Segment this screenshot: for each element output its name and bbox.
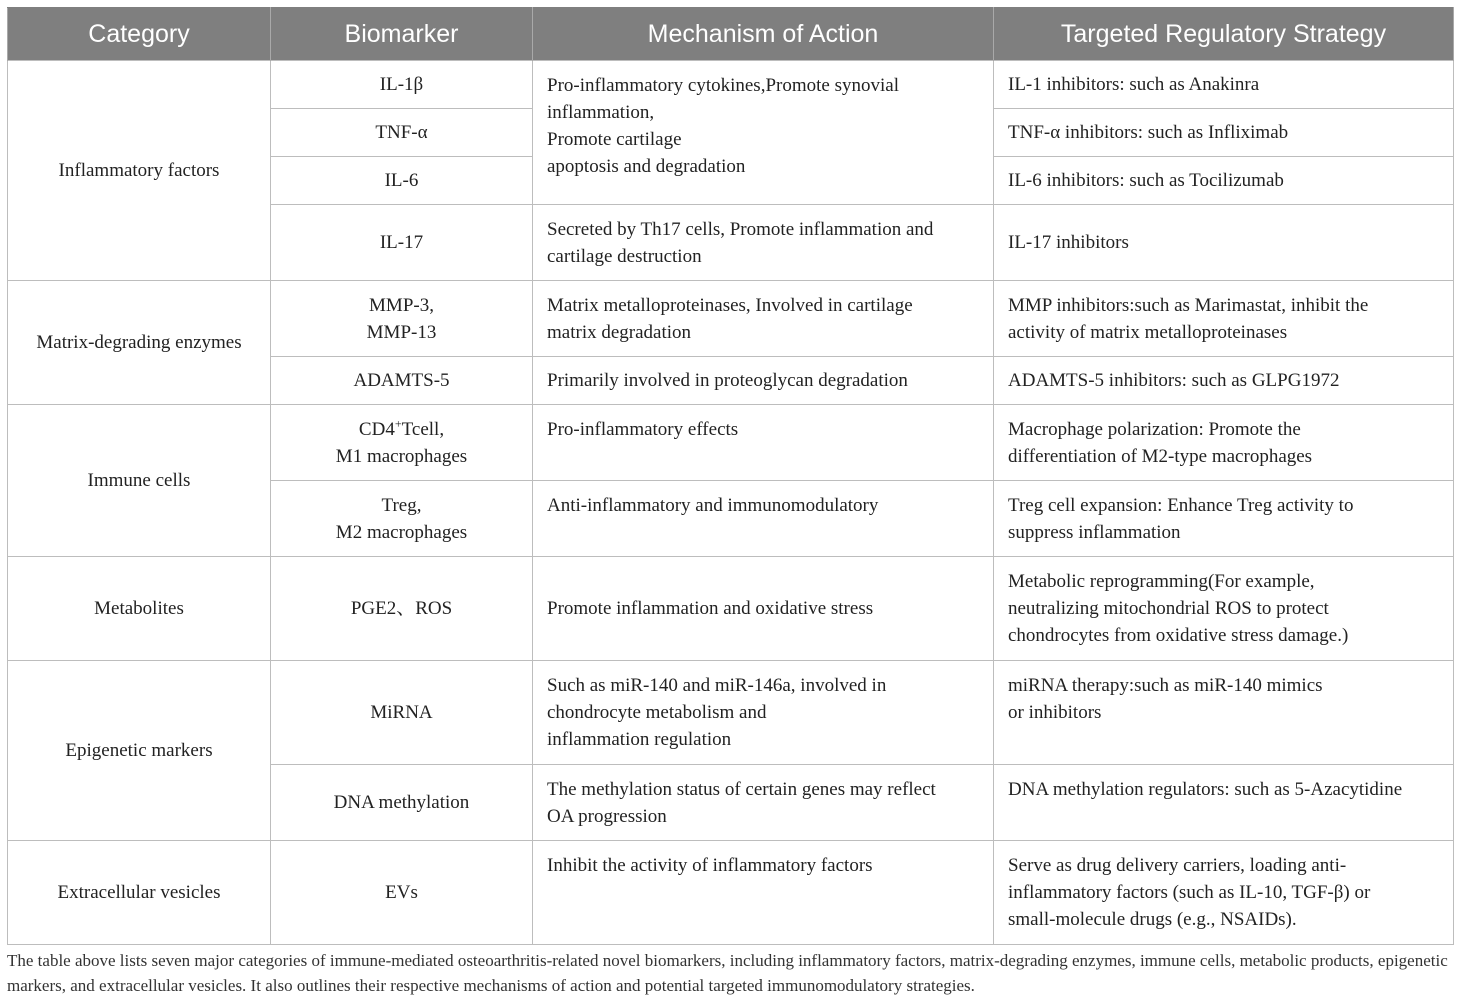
column-header-category: Category (8, 8, 271, 61)
biomarker-table (7, 7, 1454, 945)
mechanism-cell: Pro-inflammatory effects (533, 405, 994, 481)
mechanism-cell: Anti-inflammatory and immunomodulatory (533, 481, 994, 557)
table-row (8, 61, 1454, 109)
category-cell: Matrix-degrading enzymes (8, 281, 271, 405)
strategy-cell: miRNA therapy:such as miR-140 mimics or inhibitors (994, 661, 1454, 765)
table-row (8, 405, 1454, 481)
biomarker-cell: MMP-3, MMP-13 (271, 281, 533, 357)
mechanism-cell: Primarily involved in proteoglycan degradation (533, 357, 994, 405)
mechanism-cell: Promote inflammation and oxidative stress (533, 557, 994, 661)
strategy-cell: Metabolic reprogramming(For example, neutralizing mitochondrial ROS to protect chondrocytes from oxidative stress damage.) (994, 557, 1454, 661)
biomarker-cell: Treg, M2 macrophages (271, 481, 533, 557)
table-header-row (8, 8, 1454, 61)
mechanism-cell: The methylation status of certain genes may reflect OA progression (533, 765, 994, 841)
table-row (8, 557, 1454, 661)
strategy-cell: Serve as drug delivery carriers, loading anti- inflammatory factors (such as IL-10, TGF-β) or small-molecule drugs (e.g., NSAIDs). (994, 841, 1454, 945)
biomarker-text: M1 macrophages (335, 445, 468, 467)
mechanism-cell: Such as miR-140 and miR-146a, involved in chondrocyte metabolism and inflammation regulation (533, 661, 994, 765)
strategy-cell: IL-1 inhibitors: such as Anakinra (994, 61, 1454, 109)
biomarker-text: Tcell, (401, 418, 445, 440)
strategy-cell: TNF-α inhibitors: such as Infliximab (994, 109, 1454, 157)
biomarker-cell: EVs (271, 841, 533, 945)
column-header-mechanism: Mechanism of Action (533, 8, 994, 61)
mechanism-cell: Pro-inflammatory cytokines,Promote synovial inflammation, Promote cartilage apoptosis and degradation (533, 61, 994, 205)
biomarker-text: CD4 (358, 418, 395, 440)
strategy-cell: MMP inhibitors:such as Marimastat, inhibit the activity of matrix metalloproteinases (994, 281, 1454, 357)
table-row (8, 841, 1454, 945)
superscript-plus: + (394, 416, 402, 431)
mechanism-cell: Inhibit the activity of inflammatory factors (533, 841, 994, 945)
table-caption: The table above lists seven major categories of immune-mediated osteoarthritis-related novel biomarkers, including inflammatory factors, matrix-degrading enzymes, immune cells, metabolic products, epigenetic markers, and extracellular vesicles. It also outlines their respective mechanisms of action and potential targeted immunomodulatory strategies. (7, 951, 1448, 995)
mechanism-cell: Matrix metalloproteinases, Involved in cartilage matrix degradation (533, 281, 994, 357)
strategy-cell: ADAMTS-5 inhibitors: such as GLPG1972 (994, 357, 1454, 405)
biomarker-cell: MiRNA (271, 661, 533, 765)
mechanism-cell: Secreted by Th17 cells, Promote inflammation and cartilage destruction (533, 205, 994, 281)
biomarker-cell: IL-17 (271, 205, 533, 281)
table-row (8, 281, 1454, 357)
strategy-cell: IL-6 inhibitors: such as Tocilizumab (994, 157, 1454, 205)
biomarker-cell: TNF-α (271, 109, 533, 157)
column-header-strategy: Targeted Regulatory Strategy (994, 8, 1454, 61)
strategy-cell: DNA methylation regulators: such as 5-Azacytidine (994, 765, 1454, 841)
strategy-cell: Treg cell expansion: Enhance Treg activity to suppress inflammation (994, 481, 1454, 557)
category-cell: Epigenetic markers (8, 661, 271, 841)
biomarker-cell: ADAMTS-5 (271, 357, 533, 405)
category-cell: Metabolites (8, 557, 271, 661)
strategy-cell: Macrophage polarization: Promote the differentiation of M2-type macrophages (994, 405, 1454, 481)
biomarker-cell: DNA methylation (271, 765, 533, 841)
category-cell: Extracellular vesicles (8, 841, 271, 945)
category-cell: Inflammatory factors (8, 61, 271, 281)
table-row (8, 661, 1454, 765)
strategy-cell: IL-17 inhibitors (994, 205, 1454, 281)
biomarker-cell: PGE2、ROS (271, 557, 533, 661)
category-cell: Immune cells (8, 405, 271, 557)
column-header-biomarker: Biomarker (271, 8, 533, 61)
biomarker-cell (271, 405, 533, 481)
biomarker-cell: IL-1β (271, 61, 533, 109)
biomarker-cell: IL-6 (271, 157, 533, 205)
